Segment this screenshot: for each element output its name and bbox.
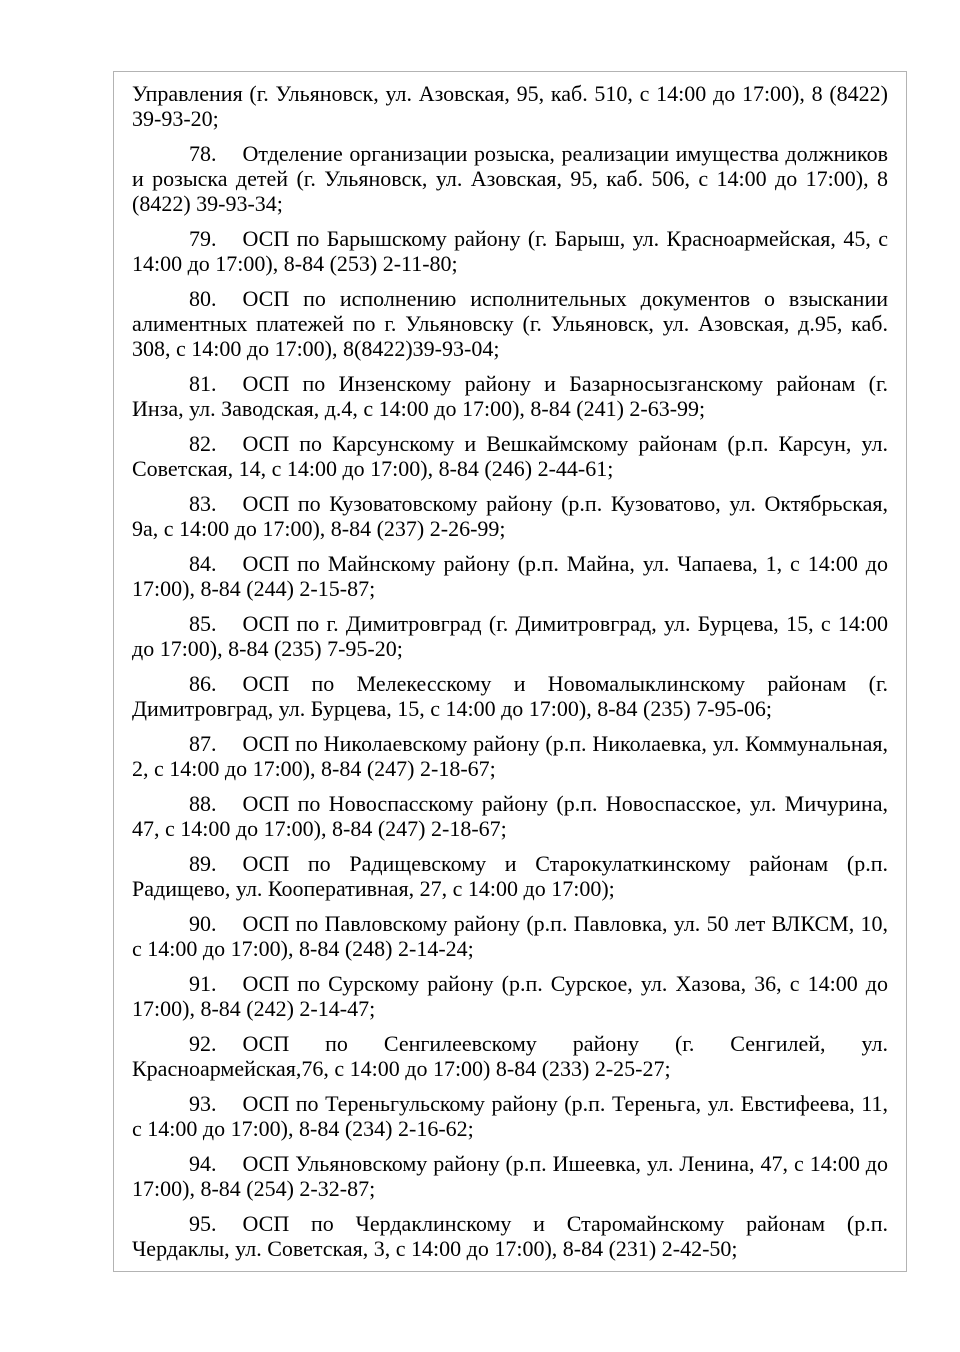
item-text: ОСП по Майнскому району (р.п. Майна, ул. Чапаева, 1, с 14:00 до 17:00), 8-84 (244) 2-15-87; bbox=[132, 551, 888, 601]
item-text: ОСП по Павловскому району (р.п. Павловка, ул. 50 лет ВЛКСМ, 10, с 14:00 до 17:00), 8-84 (248) 2-14-24; bbox=[132, 911, 888, 961]
list-item bbox=[132, 911, 888, 961]
item-number: 83. bbox=[189, 491, 217, 516]
list-item bbox=[132, 491, 888, 541]
item-text: ОСП по Мелекесскому и Новомалыклинскому районам (г. Димитровград, ул. Бурцева, 15, с 14:00 до 17:00), 8-84 (235) 7-95-06; bbox=[132, 671, 888, 721]
list-item bbox=[132, 141, 888, 216]
item-number: 89. bbox=[189, 851, 217, 876]
item-text: ОСП по Чердаклинскому и Старомайнскому районам (р.п. Чердаклы, ул. Советская, 3, с 14:00 до 17:00), 8-84 (231) 2-42-50; bbox=[132, 1211, 888, 1261]
item-number: 80. bbox=[189, 286, 217, 311]
item-text: ОСП по Сурскому району (р.п. Сурское, ул. Хазова, 36, с 14:00 до 17:00), 8-84 (242) 2-14-47; bbox=[132, 971, 888, 1021]
item-text: ОСП по Карсунскому и Вешкаймскому районам (р.п. Карсун, ул. Советская, 14, с 14:00 до 17:00), 8-84 (246) 2-44-61; bbox=[132, 431, 888, 481]
item-text: Отделение организации розыска, реализации имущества должников и розыска детей (г. Ульяновск, ул. Азовская, 95, каб. 506, с 14:00 до 17:00), 8 (8422) 39-93-34; bbox=[132, 141, 888, 216]
item-number: 79. bbox=[189, 226, 217, 251]
item-text: ОСП по г. Димитровград (г. Димитровград, ул. Бурцева, 15, с 14:00 до 17:00), 8-84 (235) 7-95-20; bbox=[132, 611, 888, 661]
list-item bbox=[132, 731, 888, 781]
item-text: ОСП по Николаевскому району (р.п. Николаевка, ул. Коммунальная, 2, с 14:00 до 17:00), 8-84 (247) 2-18-67; bbox=[132, 731, 888, 781]
item-text: ОСП по Радищевскому и Старокулаткинскому районам (р.п. Радищево, ул. Кооперативная, 27, с 14:00 до 17:00); bbox=[132, 851, 888, 901]
item-number: 95. bbox=[189, 1211, 217, 1236]
list-item bbox=[132, 286, 888, 361]
item-number: 88. bbox=[189, 791, 217, 816]
item-text: ОСП по Тереньгульскому району (р.п. Тереньга, ул. Евстифеева, 11, с 14:00 до 17:00), 8-84 (234) 2-16-62; bbox=[132, 1091, 888, 1141]
item-number: 87. bbox=[189, 731, 217, 756]
item-number: 94. bbox=[189, 1151, 217, 1176]
item-number: 82. bbox=[189, 431, 217, 456]
item-number: 84. bbox=[189, 551, 217, 576]
item-number: 90. bbox=[189, 911, 217, 936]
item-text: ОСП по Инзенскому району и Базарносызганскому районам (г. Инза, ул. Заводская, д.4, с 14:00 до 17:00), 8-84 (241) 2-63-99; bbox=[132, 371, 888, 421]
list-item bbox=[132, 1211, 888, 1261]
item-number: 92. bbox=[189, 1031, 217, 1056]
item-number: 91. bbox=[189, 971, 217, 996]
item-number: 78. bbox=[189, 141, 217, 166]
list-item bbox=[132, 671, 888, 721]
item-text: ОСП по Сенгилеевскому району (г. Сенгилей, ул. Красноармейская,76, с 14:00 до 17:00) 8-84 (233) 2-25-27; bbox=[132, 1031, 888, 1081]
list-item bbox=[132, 551, 888, 601]
list-item bbox=[132, 371, 888, 421]
list-item bbox=[132, 611, 888, 661]
list-item bbox=[132, 431, 888, 481]
numbered-list bbox=[132, 141, 888, 1261]
item-number: 93. bbox=[189, 1091, 217, 1116]
list-item bbox=[132, 1091, 888, 1141]
item-number: 81. bbox=[189, 371, 217, 396]
document-text-frame bbox=[113, 71, 907, 1272]
item-number: 86. bbox=[189, 671, 217, 696]
list-item bbox=[132, 1151, 888, 1201]
list-item bbox=[132, 971, 888, 1021]
list-item bbox=[132, 226, 888, 276]
item-text: ОСП по Барышскому району (г. Барыш, ул. Красноармейская, 45, с 14:00 до 17:00), 8-84 (253) 2-11-80; bbox=[132, 226, 888, 276]
list-item bbox=[132, 791, 888, 841]
list-item bbox=[132, 1031, 888, 1081]
item-text: ОСП Ульяновскому району (р.п. Ишеевка, ул. Ленина, 47, с 14:00 до 17:00), 8-84 (254) 2-32-87; bbox=[132, 1151, 888, 1201]
paragraph-continuation: Управления (г. Ульяновск, ул. Азовская, 95, каб. 510, с 14:00 до 17:00), 8 (8422) 39-93-20; bbox=[132, 81, 888, 131]
list-item bbox=[132, 851, 888, 901]
item-text: ОСП по Новоспасскому району (р.п. Новоспасское, ул. Мичурина, 47, с 14:00 до 17:00), 8-84 (247) 2-18-67; bbox=[132, 791, 888, 841]
item-text: ОСП по Кузоватовскому району (р.п. Кузоватово, ул. Октябрьская, 9а, с 14:00 до 17:00), 8-84 (237) 2-26-99; bbox=[132, 491, 888, 541]
item-number: 85. bbox=[189, 611, 217, 636]
item-text: ОСП по исполнению исполнительных документов о взыскании алиментных платежей по г. Ульяновску (г. Ульяновск, ул. Азовская, д.95, каб. 308, с 14:00 до 17:00), 8(8422)39-93-04; bbox=[132, 286, 888, 361]
